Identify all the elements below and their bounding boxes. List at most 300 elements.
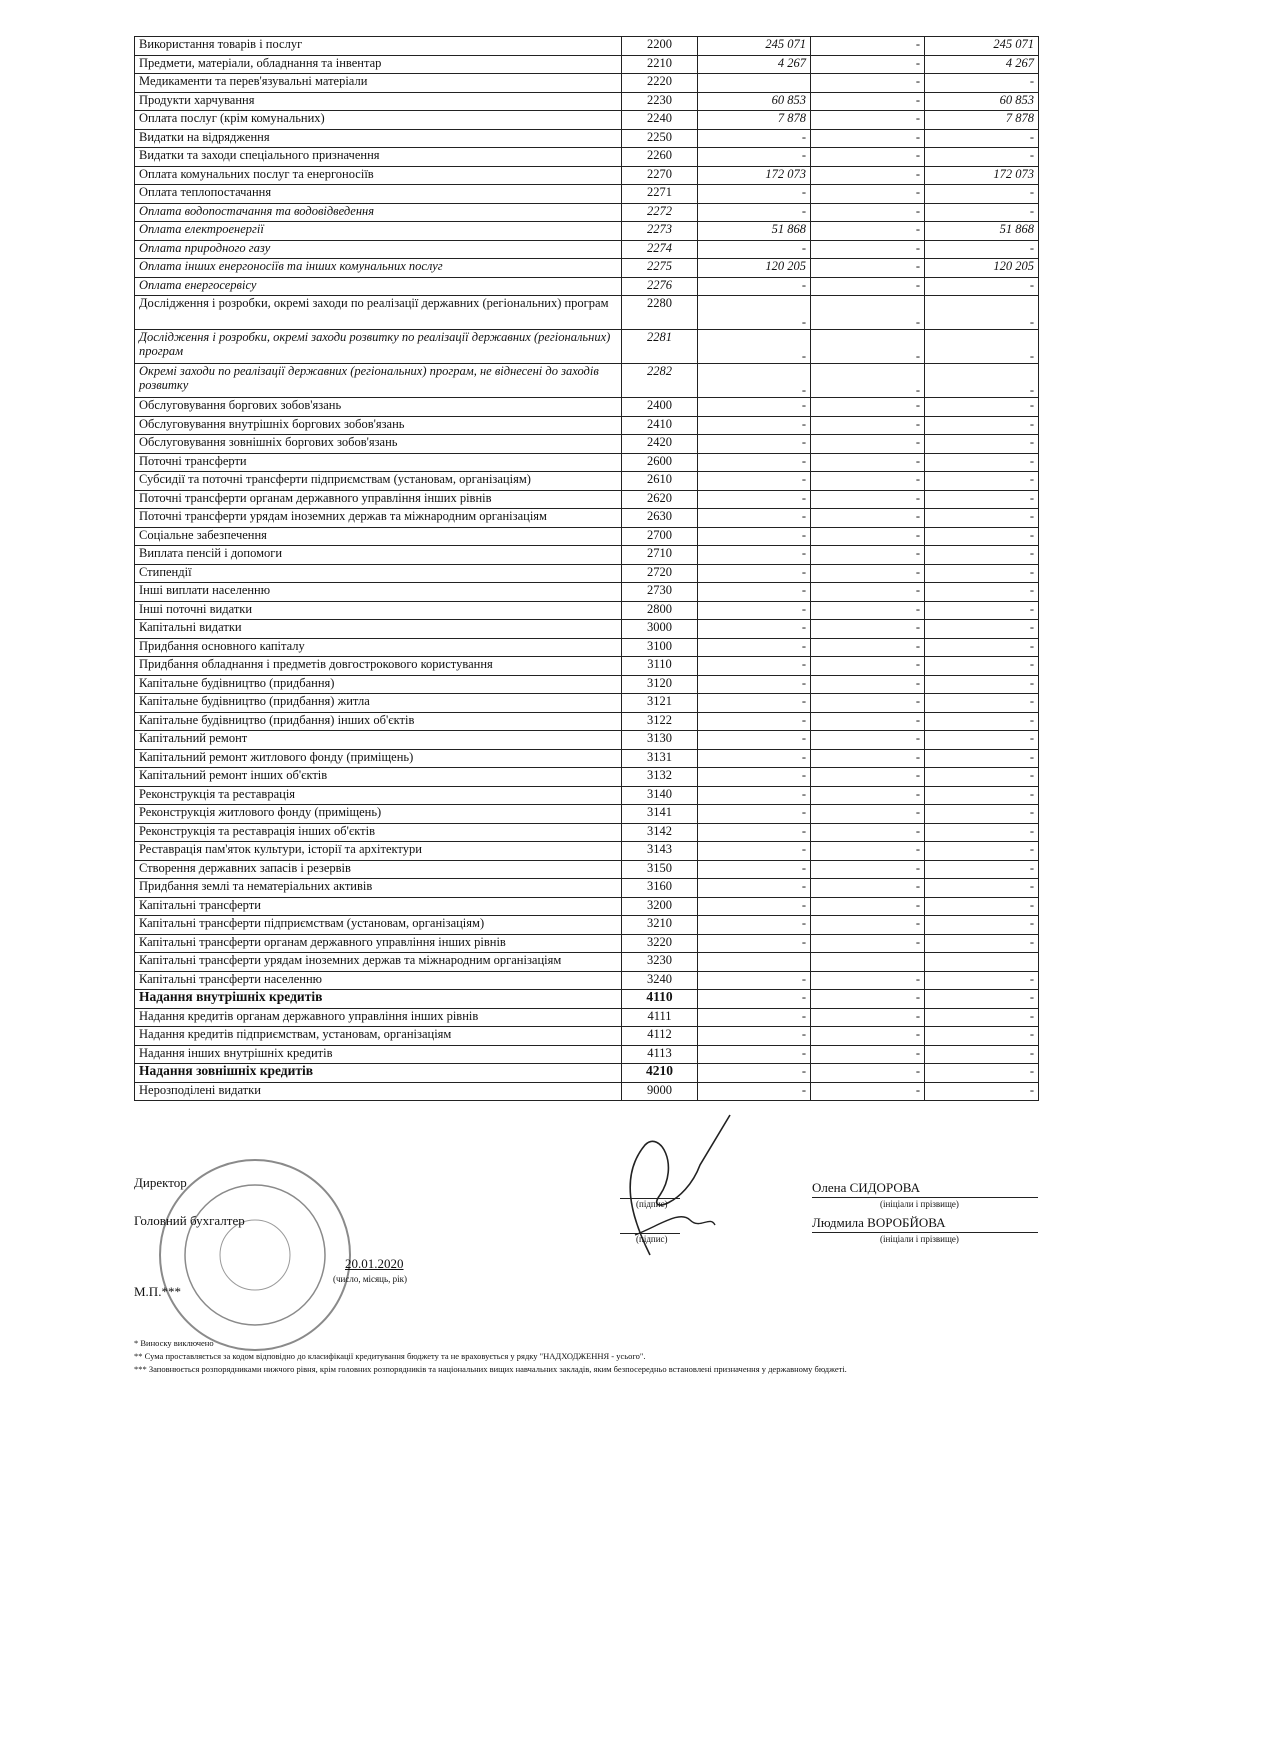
row-name: Поточні трансферти органам державного управління інших рівнів xyxy=(135,490,622,509)
row-value-1: 245 071 xyxy=(698,37,811,56)
row-value-3: - xyxy=(925,453,1039,472)
row-value-1: - xyxy=(698,675,811,694)
row-value-2: - xyxy=(811,805,925,824)
row-value-1: - xyxy=(698,240,811,259)
row-value-2: - xyxy=(811,453,925,472)
row-value-2: - xyxy=(811,546,925,565)
row-value-1: - xyxy=(698,203,811,222)
table-row xyxy=(135,749,1039,768)
row-name: Придбання обладнання і предметів довгострокового користування xyxy=(135,657,622,676)
row-name: Обслуговування внутрішніх боргових зобов'язань xyxy=(135,416,622,435)
row-value-2: - xyxy=(811,259,925,278)
row-code: 2610 xyxy=(622,472,698,491)
row-name: Використання товарів і послуг xyxy=(135,37,622,56)
row-code: 3000 xyxy=(622,620,698,639)
table-row xyxy=(135,435,1039,454)
row-name: Оплата послуг (крім комунальних) xyxy=(135,111,622,130)
row-value-2: - xyxy=(811,990,925,1009)
row-value-3: - xyxy=(925,934,1039,953)
row-value-3: - xyxy=(925,416,1039,435)
row-value-2: - xyxy=(811,1027,925,1046)
row-value-3: - xyxy=(925,712,1039,731)
row-value-3 xyxy=(925,953,1039,972)
row-value-1: - xyxy=(698,620,811,639)
row-value-2: - xyxy=(811,527,925,546)
table-row xyxy=(135,166,1039,185)
row-value-1: - xyxy=(698,296,811,330)
table-row xyxy=(135,330,1039,364)
row-code: 2281 xyxy=(622,330,698,364)
row-value-1: - xyxy=(698,1027,811,1046)
table-row xyxy=(135,712,1039,731)
row-value-2: - xyxy=(811,240,925,259)
row-code: 3230 xyxy=(622,953,698,972)
row-value-1: - xyxy=(698,749,811,768)
row-name: Виплата пенсій і допомоги xyxy=(135,546,622,565)
row-code: 3141 xyxy=(622,805,698,824)
row-code: 3142 xyxy=(622,823,698,842)
row-name: Оплата теплопостачання xyxy=(135,185,622,204)
table-row xyxy=(135,222,1039,241)
row-value-2: - xyxy=(811,675,925,694)
row-value-3: - xyxy=(925,129,1039,148)
row-name: Надання внутрішніх кредитів xyxy=(135,990,622,1009)
table-row xyxy=(135,934,1039,953)
table-row xyxy=(135,1064,1039,1083)
row-code: 4111 xyxy=(622,1008,698,1027)
row-value-1: - xyxy=(698,1064,811,1083)
accountant-name-line xyxy=(812,1232,1038,1233)
row-code: 2276 xyxy=(622,277,698,296)
table-row xyxy=(135,953,1039,972)
table-row xyxy=(135,277,1039,296)
table-row xyxy=(135,860,1039,879)
row-value-1: - xyxy=(698,934,811,953)
row-value-2: - xyxy=(811,694,925,713)
row-name: Капітальні трансферти урядам іноземних держав та міжнародним організаціям xyxy=(135,953,622,972)
row-value-1: - xyxy=(698,148,811,167)
row-value-1: - xyxy=(698,398,811,417)
row-value-1: - xyxy=(698,916,811,935)
row-value-2: - xyxy=(811,185,925,204)
row-name: Реконструкція та реставрація xyxy=(135,786,622,805)
row-name: Придбання землі та нематеріальних активів xyxy=(135,879,622,898)
row-code: 2700 xyxy=(622,527,698,546)
row-value-2: - xyxy=(811,879,925,898)
row-value-3: - xyxy=(925,916,1039,935)
row-value-2: - xyxy=(811,330,925,364)
row-code: 3130 xyxy=(622,731,698,750)
table-row xyxy=(135,583,1039,602)
row-value-2: - xyxy=(811,786,925,805)
accountant-signature-caption: (підпис) xyxy=(636,1234,668,1244)
row-value-3: 60 853 xyxy=(925,92,1039,111)
row-code: 2800 xyxy=(622,601,698,620)
row-code: 2220 xyxy=(622,74,698,93)
table-row xyxy=(135,805,1039,824)
row-value-1: - xyxy=(698,712,811,731)
row-code: 3220 xyxy=(622,934,698,953)
table-row xyxy=(135,185,1039,204)
row-name: Реконструкція та реставрація інших об'єктів xyxy=(135,823,622,842)
row-value-1: - xyxy=(698,768,811,787)
row-name: Обслуговування зовнішніх боргових зобов'язань xyxy=(135,435,622,454)
row-value-1: - xyxy=(698,805,811,824)
row-value-1: 7 878 xyxy=(698,111,811,130)
row-value-2: - xyxy=(811,564,925,583)
row-value-2: - xyxy=(811,842,925,861)
row-code: 3120 xyxy=(622,675,698,694)
row-code: 3110 xyxy=(622,657,698,676)
row-code: 2600 xyxy=(622,453,698,472)
row-value-3: - xyxy=(925,435,1039,454)
row-value-3: - xyxy=(925,749,1039,768)
row-code: 4113 xyxy=(622,1045,698,1064)
row-name: Капітальні трансферти xyxy=(135,897,622,916)
row-code: 2710 xyxy=(622,546,698,565)
row-name: Стипендії xyxy=(135,564,622,583)
row-value-1: - xyxy=(698,490,811,509)
row-value-3: - xyxy=(925,805,1039,824)
row-name: Оплата інших енергоносіїв та інших комунальних послуг xyxy=(135,259,622,278)
row-value-1: - xyxy=(698,694,811,713)
table-row xyxy=(135,203,1039,222)
report-date-caption: (число, місяць, рік) xyxy=(333,1274,407,1284)
row-value-3: - xyxy=(925,657,1039,676)
table-row xyxy=(135,1008,1039,1027)
table-row xyxy=(135,111,1039,130)
row-name: Капітальні трансферти органам державного управління інших рівнів xyxy=(135,934,622,953)
row-value-3: 245 071 xyxy=(925,37,1039,56)
row-value-1: - xyxy=(698,472,811,491)
row-value-1: 4 267 xyxy=(698,55,811,74)
row-value-2: - xyxy=(811,916,925,935)
row-value-2: - xyxy=(811,971,925,990)
row-code: 3210 xyxy=(622,916,698,935)
row-value-1: 51 868 xyxy=(698,222,811,241)
row-value-1: - xyxy=(698,185,811,204)
table-row xyxy=(135,37,1039,56)
table-row xyxy=(135,768,1039,787)
row-value-2: - xyxy=(811,148,925,167)
table-row xyxy=(135,657,1039,676)
row-value-1: - xyxy=(698,364,811,398)
row-name: Капітальний ремонт інших об'єктів xyxy=(135,768,622,787)
table-row xyxy=(135,490,1039,509)
table-row xyxy=(135,823,1039,842)
row-value-1: - xyxy=(698,1045,811,1064)
table-row xyxy=(135,509,1039,528)
row-value-3: - xyxy=(925,1064,1039,1083)
row-value-2: - xyxy=(811,203,925,222)
table-row xyxy=(135,92,1039,111)
row-value-1: - xyxy=(698,583,811,602)
row-value-1: - xyxy=(698,509,811,528)
row-value-3: - xyxy=(925,675,1039,694)
row-value-1 xyxy=(698,74,811,93)
row-name: Видатки та заходи спеціального призначення xyxy=(135,148,622,167)
table-row xyxy=(135,1027,1039,1046)
row-name: Окремі заходи по реалізації державних (регіональних) програм, не віднесені до заходів розвитку xyxy=(135,364,622,398)
table-row xyxy=(135,842,1039,861)
table-row xyxy=(135,364,1039,398)
row-value-3: - xyxy=(925,897,1039,916)
table-row xyxy=(135,296,1039,330)
director-signature-caption: (підпис) xyxy=(636,1199,668,1209)
row-value-3: - xyxy=(925,694,1039,713)
row-value-2: - xyxy=(811,435,925,454)
row-name: Видатки на відрядження xyxy=(135,129,622,148)
row-value-3: - xyxy=(925,472,1039,491)
row-value-2: - xyxy=(811,860,925,879)
row-code: 2250 xyxy=(622,129,698,148)
row-code: 2720 xyxy=(622,564,698,583)
row-value-1: - xyxy=(698,564,811,583)
row-value-3: 4 267 xyxy=(925,55,1039,74)
table-row xyxy=(135,74,1039,93)
row-code: 3140 xyxy=(622,786,698,805)
row-value-3: - xyxy=(925,546,1039,565)
table-row xyxy=(135,620,1039,639)
row-value-2: - xyxy=(811,1064,925,1083)
row-value-2: - xyxy=(811,731,925,750)
row-name: Оплата комунальних послуг та енергоносіїв xyxy=(135,166,622,185)
table-row xyxy=(135,916,1039,935)
row-value-1: - xyxy=(698,823,811,842)
row-value-3: - xyxy=(925,148,1039,167)
row-code: 2210 xyxy=(622,55,698,74)
row-name: Обслуговування боргових зобов'язань xyxy=(135,398,622,417)
row-code: 2273 xyxy=(622,222,698,241)
row-value-1: - xyxy=(698,879,811,898)
row-value-2: - xyxy=(811,823,925,842)
row-name: Інші поточні видатки xyxy=(135,601,622,620)
row-code: 9000 xyxy=(622,1082,698,1101)
row-name: Надання кредитів органам державного управління інших рівнів xyxy=(135,1008,622,1027)
director-name: Олена СИДОРОВА xyxy=(812,1180,920,1195)
row-code: 3122 xyxy=(622,712,698,731)
table-row xyxy=(135,55,1039,74)
row-value-3: - xyxy=(925,731,1039,750)
row-value-2: - xyxy=(811,277,925,296)
table-row xyxy=(135,971,1039,990)
table-row xyxy=(135,259,1039,278)
row-name: Оплата водопостачання та водовідведення xyxy=(135,203,622,222)
row-value-3: - xyxy=(925,860,1039,879)
row-name: Надання кредитів підприємствам, установам, організаціям xyxy=(135,1027,622,1046)
table-row xyxy=(135,398,1039,417)
table-row xyxy=(135,731,1039,750)
row-value-3: 51 868 xyxy=(925,222,1039,241)
row-name: Капітальне будівництво (придбання) житла xyxy=(135,694,622,713)
row-value-1: - xyxy=(698,842,811,861)
row-value-3: - xyxy=(925,240,1039,259)
row-name: Капітальне будівництво (придбання) інших об'єктів xyxy=(135,712,622,731)
row-value-2: - xyxy=(811,509,925,528)
table-row xyxy=(135,546,1039,565)
row-name: Капітальний ремонт xyxy=(135,731,622,750)
row-value-2: - xyxy=(811,1045,925,1064)
row-name: Інші виплати населенню xyxy=(135,583,622,602)
row-value-3: - xyxy=(925,330,1039,364)
row-value-1 xyxy=(698,953,811,972)
row-code: 4112 xyxy=(622,1027,698,1046)
row-value-2: - xyxy=(811,74,925,93)
row-value-3: - xyxy=(925,620,1039,639)
row-code: 2260 xyxy=(622,148,698,167)
row-value-2: - xyxy=(811,657,925,676)
row-value-1: - xyxy=(698,990,811,1009)
director-name-line xyxy=(812,1197,1038,1198)
row-value-1: - xyxy=(698,897,811,916)
table-row xyxy=(135,129,1039,148)
table-row xyxy=(135,879,1039,898)
row-name: Медикаменти та перев'язувальні матеріали xyxy=(135,74,622,93)
accountant-name: Людмила ВОРОБЙОВА xyxy=(812,1215,946,1230)
row-value-1: - xyxy=(698,731,811,750)
row-value-3: - xyxy=(925,277,1039,296)
table-row xyxy=(135,564,1039,583)
row-code: 2274 xyxy=(622,240,698,259)
row-name: Надання інших внутрішніх кредитів xyxy=(135,1045,622,1064)
row-value-2: - xyxy=(811,129,925,148)
table-row xyxy=(135,694,1039,713)
row-value-3: - xyxy=(925,74,1039,93)
row-value-3: - xyxy=(925,786,1039,805)
row-value-3: - xyxy=(925,490,1039,509)
row-value-2: - xyxy=(811,601,925,620)
row-value-3: - xyxy=(925,1008,1039,1027)
table-row xyxy=(135,453,1039,472)
row-code: 3160 xyxy=(622,879,698,898)
row-name: Капітальні трансферти населенню xyxy=(135,971,622,990)
row-name: Придбання основного капіталу xyxy=(135,638,622,657)
row-value-1: - xyxy=(698,416,811,435)
table-row xyxy=(135,601,1039,620)
row-value-2: - xyxy=(811,583,925,602)
row-value-1: - xyxy=(698,546,811,565)
row-value-1: - xyxy=(698,657,811,676)
row-value-1: - xyxy=(698,1082,811,1101)
row-value-1: - xyxy=(698,638,811,657)
row-name: Оплата природного газу xyxy=(135,240,622,259)
row-value-3: - xyxy=(925,564,1039,583)
row-value-1: - xyxy=(698,1008,811,1027)
row-value-1: 120 205 xyxy=(698,259,811,278)
row-code: 2620 xyxy=(622,490,698,509)
row-name: Дослідження і розробки, окремі заходи розвитку по реалізації державних (регіональних) програм xyxy=(135,330,622,364)
row-name: Реконструкція житлового фонду (приміщень) xyxy=(135,805,622,824)
table-row xyxy=(135,638,1039,657)
row-value-2: - xyxy=(811,638,925,657)
row-value-2: - xyxy=(811,472,925,491)
table-row xyxy=(135,148,1039,167)
row-code: 3150 xyxy=(622,860,698,879)
row-name: Оплата електроенергії xyxy=(135,222,622,241)
row-code: 2400 xyxy=(622,398,698,417)
row-value-3: - xyxy=(925,364,1039,398)
row-name: Продукти харчування xyxy=(135,92,622,111)
row-value-3: - xyxy=(925,509,1039,528)
row-name: Надання зовнішніх кредитів xyxy=(135,1064,622,1083)
row-value-2: - xyxy=(811,934,925,953)
row-code: 3131 xyxy=(622,749,698,768)
row-name: Капітальні видатки xyxy=(135,620,622,639)
row-value-3: 120 205 xyxy=(925,259,1039,278)
row-code: 3200 xyxy=(622,897,698,916)
row-value-2 xyxy=(811,953,925,972)
row-code: 2280 xyxy=(622,296,698,330)
table-row xyxy=(135,786,1039,805)
row-code: 2282 xyxy=(622,364,698,398)
table-row xyxy=(135,1045,1039,1064)
row-value-3: - xyxy=(925,879,1039,898)
row-code: 2275 xyxy=(622,259,698,278)
row-value-3: - xyxy=(925,1082,1039,1101)
row-code: 2730 xyxy=(622,583,698,602)
table-row xyxy=(135,527,1039,546)
director-name-caption: (ініціали і прізвище) xyxy=(880,1199,959,1209)
row-code: 2630 xyxy=(622,509,698,528)
expenditure-table xyxy=(134,36,1039,1101)
row-value-3: - xyxy=(925,842,1039,861)
row-name: Капітальне будівництво (придбання) xyxy=(135,675,622,694)
row-value-2: - xyxy=(811,92,925,111)
row-name: Соціальне забезпечення xyxy=(135,527,622,546)
row-name: Субсидії та поточні трансферти підприємствам (установам, організаціям) xyxy=(135,472,622,491)
row-name: Створення державних запасів і резервів xyxy=(135,860,622,879)
row-code: 3132 xyxy=(622,768,698,787)
row-code: 3121 xyxy=(622,694,698,713)
table-row xyxy=(135,416,1039,435)
stamp-label: М.П.*** xyxy=(134,1284,181,1299)
row-value-2: - xyxy=(811,897,925,916)
row-code: 3240 xyxy=(622,971,698,990)
accountant-label: Головний бухгалтер xyxy=(134,1213,245,1228)
row-value-1: - xyxy=(698,527,811,546)
footnote-2: ** Сума проставляється за кодом відповідно до класифікації кредитування бюджету та не враховується у рядку "НАДХОДЖЕННЯ - усього". xyxy=(134,1351,646,1361)
row-value-1: 60 853 xyxy=(698,92,811,111)
table-body xyxy=(135,37,1039,1101)
table-row xyxy=(135,472,1039,491)
row-code: 4210 xyxy=(622,1064,698,1083)
row-value-2: - xyxy=(811,166,925,185)
row-name: Капітальний ремонт житлового фонду (приміщень) xyxy=(135,749,622,768)
row-value-3: - xyxy=(925,203,1039,222)
footnote-1: * Виноску виключено xyxy=(134,1338,214,1348)
row-value-2: - xyxy=(811,111,925,130)
row-code: 2420 xyxy=(622,435,698,454)
row-value-3: - xyxy=(925,638,1039,657)
row-value-1: - xyxy=(698,601,811,620)
row-value-3: - xyxy=(925,1027,1039,1046)
row-name: Нерозподілені видатки xyxy=(135,1082,622,1101)
row-value-2: - xyxy=(811,296,925,330)
row-name: Поточні трансферти xyxy=(135,453,622,472)
row-value-2: - xyxy=(811,620,925,639)
row-value-1: - xyxy=(698,786,811,805)
row-code: 2200 xyxy=(622,37,698,56)
row-value-1: - xyxy=(698,453,811,472)
row-value-3: - xyxy=(925,527,1039,546)
row-name: Капітальні трансферти підприємствам (установам, організаціям) xyxy=(135,916,622,935)
accountant-name-caption: (ініціали і прізвище) xyxy=(880,1234,959,1244)
row-code: 2230 xyxy=(622,92,698,111)
row-value-2: - xyxy=(811,490,925,509)
footnote-3: *** Заповнюється розпорядниками нижчого рівня, крім головних розпорядників та національних вищих навчальних закладів, яким безпосередньо встановлені призначення у державному бюджеті. xyxy=(134,1364,847,1374)
row-value-3: - xyxy=(925,1045,1039,1064)
row-name: Предмети, матеріали, обладнання та інвентар xyxy=(135,55,622,74)
